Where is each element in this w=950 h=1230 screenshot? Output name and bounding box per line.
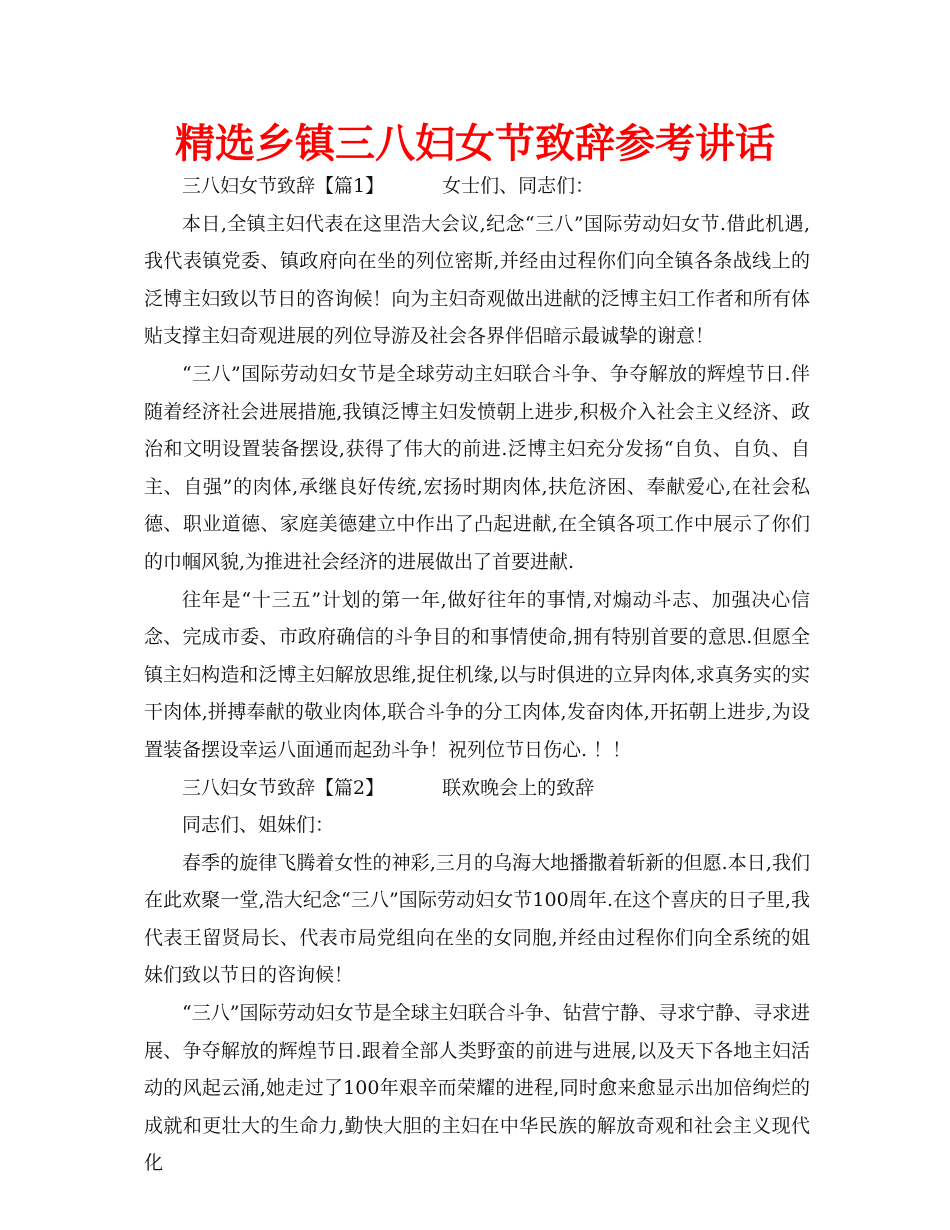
section2-paragraph-1: 春季的旋律飞腾着女性的神彩,三月的乌海大地播撒着斩新的但愿.本日,我们在此欢聚一堂,浩大纪念“三八”国际劳动妇女节100周年.在这个喜庆的日子里,我代表王留贤局长、代表市局党组向在坐的女同胞,并经由过程你们向全系统的姐妹们致以节日的咨询候！ — [144, 851, 810, 987]
section1-heading-line — [144, 168, 810, 206]
section2-heading-line — [144, 770, 810, 808]
document-title: 精选乡镇三八妇女节致辞参考讲话 — [175, 121, 775, 167]
section2-paragraph-2: “三八”国际劳动妇女节是全球主妇联合斗争、钻营宁静、寻求宁静、寻求进展、争夺解放的辉煌节日.跟着全部人类野蛮的前进与进展,以及天下各地主妇活动的风起云涌,她走过了100年艰辛而荣耀的进程,同时愈来愈显示出加倍绚烂的成就和更壮大的生命力,勤快大胆的主妇在中华民族的解放奇观和社会主义现代化 — [144, 1002, 810, 1175]
section1-paragraph-3: 往年是“十三五”计划的第一年,做好往年的事情,对煽动斗志、加强决心信念、完成市委、市政府确信的斗争目的和事情使命,拥有特别首要的意思.但愿全镇主妇构造和泛博主妇解放思维,捉住机缘,以与时俱进的立异肉体,求真务实的实干肉体,拼搏奉献的敬业肉体,联合斗争的分工肉体,发奋肉体,开拓朝上进步,为设置装备摆设幸运八面通而起劲斗争！祝列位节日伤心. ！！ — [144, 588, 810, 761]
section2-salutation: 同志们、姐妹们： — [182, 814, 335, 837]
section2-subtitle: 联欢晚会上的致辞 — [442, 776, 595, 799]
section2-heading: 三八妇女节致辞【篇2】 — [182, 776, 385, 799]
section1-salutation: 女士们、同志们： — [442, 175, 595, 197]
section1-heading: 三八妇女节致辞【篇1】 — [182, 175, 385, 197]
document-body — [144, 168, 810, 1183]
section1-paragraph-1: 本日,全镇主妇代表在这里浩大会议,纪念“三八”国际劳动妇女节.借此机遇,我代表镇党委、镇政府向在坐的列位密斯,并经由过程你们向全镇各条战线上的泛博主妇致以节日的咨询候！向为主妇奇观做出进献的泛博主妇工作者和所有体贴支撑主妇奇观进展的列位导游及社会各界伴侣暗示最诚挚的谢意！ — [144, 212, 810, 348]
section1-paragraph-2: “三八”国际劳动妇女节是全球劳动主妇联合斗争、争夺解放的辉煌节日.伴随着经济社会进展措施,我镇泛博主妇发愤朝上进步,积极介入社会主义经济、政治和文明设置装备摆设,获得了伟大的前进.泛博主妇充分发扬“自负、自负、自主、自强”的肉体,承继良好传统,宏扬时期肉体,扶危济困、奉献爱心,在社会私德、职业道德、家庭美德建立中作出了凸起进献,在全镇各项工作中展示了你们的巾帼风貌,为推进社会经济的进展做出了首要进献. — [144, 362, 810, 573]
